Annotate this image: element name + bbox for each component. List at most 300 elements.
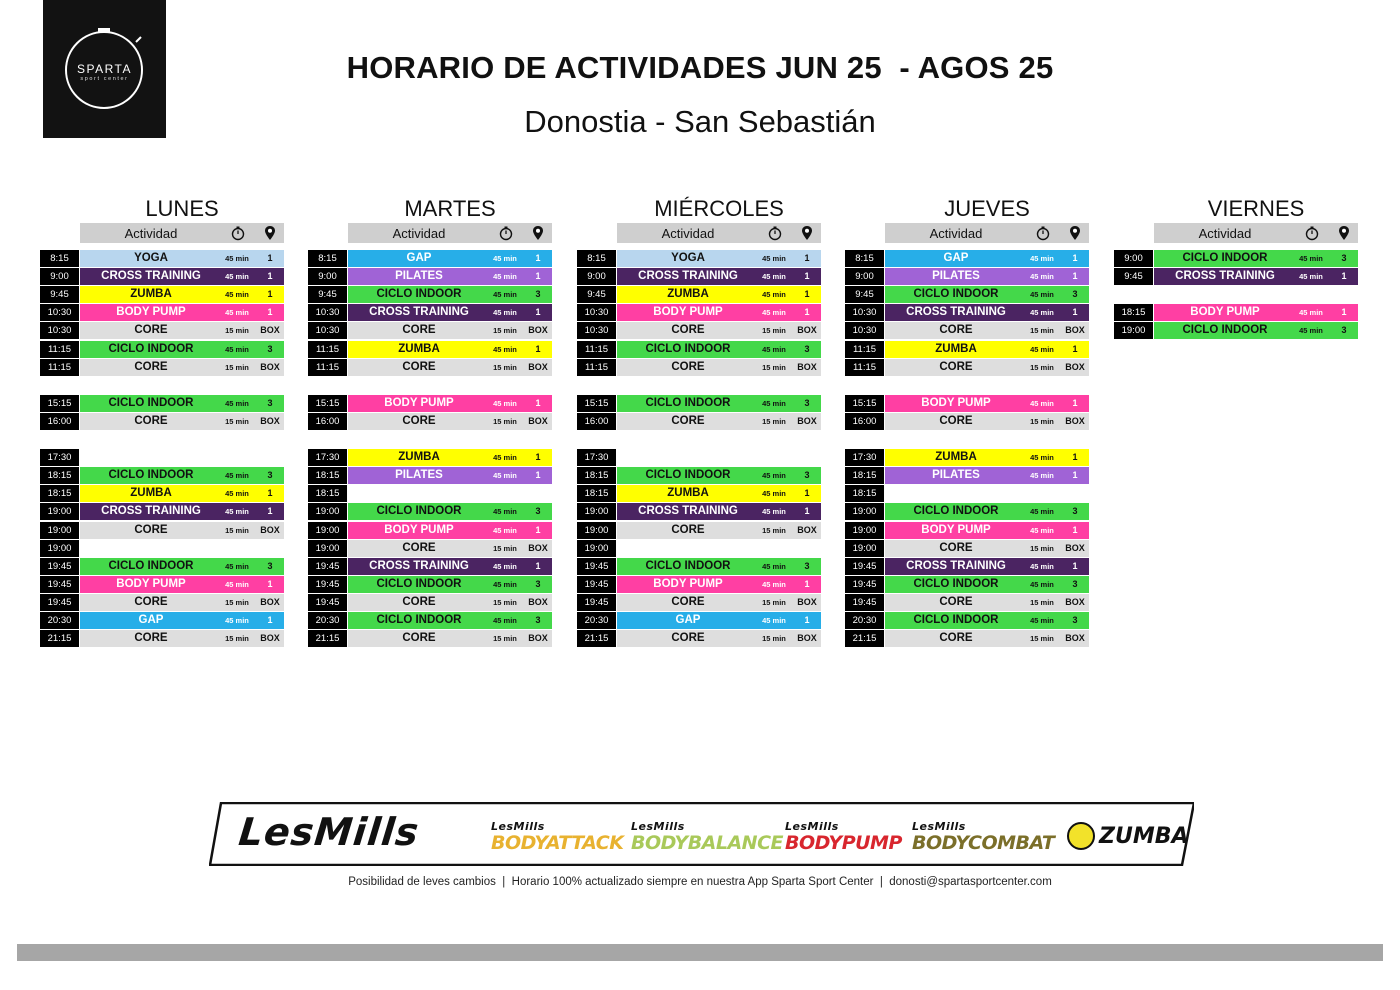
class-room: BOX bbox=[797, 524, 817, 535]
schedule-row bbox=[577, 268, 821, 285]
class-time: 16:00 bbox=[845, 413, 884, 430]
class-duration: 45 min bbox=[225, 471, 249, 481]
class-bar bbox=[80, 612, 284, 629]
class-bar bbox=[885, 503, 1089, 520]
class-room: 3 bbox=[1072, 615, 1078, 625]
class-time: 9:00 bbox=[1114, 250, 1153, 267]
class-name: CICLO INDOOR bbox=[645, 342, 731, 355]
class-bar bbox=[80, 558, 284, 575]
class-bar bbox=[1154, 250, 1358, 267]
class-bar bbox=[348, 576, 552, 593]
schedule-row bbox=[308, 558, 552, 575]
class-bar bbox=[80, 322, 284, 339]
schedule-row bbox=[308, 268, 552, 285]
class-name: CICLO INDOOR bbox=[376, 577, 462, 590]
class-duration: 45 min bbox=[762, 471, 786, 481]
class-time: 19:45 bbox=[577, 594, 616, 611]
schedule-row bbox=[577, 485, 821, 502]
class-room: 1 bbox=[535, 307, 541, 318]
class-time: 9:45 bbox=[577, 286, 616, 303]
class-duration: 45 min bbox=[493, 344, 517, 354]
class-duration: 45 min bbox=[1030, 453, 1054, 463]
class-duration: 45 min bbox=[762, 616, 786, 625]
class-name: CROSS TRAINING bbox=[369, 559, 469, 572]
schedule-row bbox=[1114, 322, 1358, 339]
class-room: 3 bbox=[804, 397, 810, 408]
class-name: CORE bbox=[939, 632, 973, 645]
class-room: 1 bbox=[1072, 560, 1078, 571]
class-room: 1 bbox=[804, 271, 810, 282]
class-name: CICLO INDOOR bbox=[108, 469, 194, 482]
class-name: CORE bbox=[671, 360, 705, 373]
schedule-row bbox=[845, 503, 1089, 520]
class-bar bbox=[80, 286, 284, 303]
class-room: 1 bbox=[1072, 452, 1078, 463]
schedule-row bbox=[845, 522, 1089, 539]
schedule-row bbox=[577, 250, 821, 267]
class-time: 19:00 bbox=[845, 540, 884, 557]
class-name: CICLO INDOOR bbox=[108, 396, 194, 409]
class-name: BODY PUMP bbox=[116, 577, 186, 590]
stopwatch-icon bbox=[1035, 225, 1051, 244]
class-bar bbox=[885, 268, 1089, 285]
class-room: 1 bbox=[804, 307, 810, 318]
class-bar bbox=[348, 449, 552, 466]
class-time: 19:00 bbox=[577, 503, 616, 520]
footer-note: Posibilidad de leves cambios | Horario 100% actualizado siempre en nuestra App Sparta Sport Center | donosti@spartasportcenter.com bbox=[348, 876, 1052, 888]
class-room: 1 bbox=[267, 578, 273, 589]
program-logos-banner bbox=[209, 802, 1194, 866]
class-duration: 45 min bbox=[225, 579, 249, 589]
class-room: 1 bbox=[267, 289, 273, 300]
class-room: 1 bbox=[1072, 470, 1078, 481]
schedule-row bbox=[577, 522, 821, 539]
class-room: BOX bbox=[1065, 633, 1085, 644]
schedule-row bbox=[1114, 268, 1358, 285]
class-duration: 45 min bbox=[493, 561, 517, 571]
class-bar bbox=[348, 413, 552, 430]
class-duration: 45 min bbox=[762, 254, 786, 263]
schedule-row bbox=[308, 395, 552, 412]
class-bar bbox=[885, 341, 1089, 358]
class-name: ZUMBA bbox=[667, 288, 709, 301]
class-name: ZUMBA bbox=[130, 487, 172, 500]
schedule-row bbox=[845, 558, 1089, 575]
class-duration: 45 min bbox=[225, 489, 249, 499]
class-room: 1 bbox=[1072, 253, 1078, 263]
class-name: CICLO INDOOR bbox=[1182, 324, 1268, 337]
class-time: 16:00 bbox=[308, 413, 347, 430]
schedule-row bbox=[845, 449, 1089, 466]
class-time: 9:00 bbox=[577, 268, 616, 285]
activity-column-label: Actividad bbox=[1198, 226, 1252, 241]
table-header bbox=[617, 223, 821, 243]
class-room: BOX bbox=[797, 415, 817, 426]
class-time: 20:30 bbox=[308, 612, 347, 629]
class-room: BOX bbox=[260, 596, 280, 607]
class-duration: 45 min bbox=[493, 579, 517, 589]
class-name: PILATES bbox=[932, 469, 980, 482]
class-duration: 45 min bbox=[1299, 272, 1323, 282]
class-bar bbox=[80, 467, 284, 484]
page-title: HORARIO DE ACTIVIDADES JUN 25 - AGOS 25 bbox=[346, 50, 1054, 85]
bodypump-name: BODYPUMP bbox=[785, 832, 902, 854]
class-duration: 45 min bbox=[762, 579, 786, 589]
class-name: CROSS TRAINING bbox=[638, 505, 738, 518]
schedule-row bbox=[308, 359, 552, 376]
class-bar bbox=[1154, 268, 1358, 285]
schedule-row bbox=[577, 467, 821, 484]
class-duration: 45 min bbox=[493, 308, 517, 318]
class-duration: 45 min bbox=[493, 453, 517, 463]
class-time: 20:30 bbox=[845, 612, 884, 629]
class-time: 15:15 bbox=[577, 395, 616, 412]
class-name: CROSS TRAINING bbox=[906, 306, 1006, 319]
class-name: ZUMBA bbox=[398, 342, 440, 355]
class-time: 19:45 bbox=[845, 558, 884, 575]
class-bar bbox=[617, 395, 821, 412]
stopwatch-icon bbox=[498, 225, 514, 244]
class-bar bbox=[80, 522, 284, 539]
class-name: PILATES bbox=[932, 270, 980, 283]
class-name: CICLO INDOOR bbox=[913, 577, 999, 590]
class-time: 19:00 bbox=[40, 503, 79, 520]
class-duration: 45 min bbox=[225, 398, 249, 408]
schedule-row bbox=[845, 304, 1089, 321]
class-time: 19:45 bbox=[577, 576, 616, 593]
class-duration: 45 min bbox=[1030, 579, 1054, 589]
schedule-row bbox=[308, 467, 552, 484]
class-duration: 15 min bbox=[493, 362, 517, 372]
class-duration: 15 min bbox=[762, 634, 786, 644]
class-duration: 15 min bbox=[762, 326, 786, 336]
class-time: 19:00 bbox=[845, 503, 884, 520]
schedule-row bbox=[40, 540, 284, 557]
schedule-row bbox=[845, 594, 1089, 611]
class-time: 19:00 bbox=[1114, 322, 1153, 339]
class-duration: 15 min bbox=[225, 326, 249, 336]
class-room: 3 bbox=[535, 289, 541, 300]
class-bar bbox=[617, 322, 821, 339]
class-bar bbox=[348, 594, 552, 611]
schedule-row bbox=[40, 576, 284, 593]
class-bar bbox=[80, 268, 284, 285]
class-duration: 45 min bbox=[1030, 344, 1054, 354]
schedule-row bbox=[845, 413, 1089, 430]
class-duration: 15 min bbox=[493, 326, 517, 336]
class-bar bbox=[885, 395, 1089, 412]
class-time: 19:45 bbox=[845, 594, 884, 611]
class-duration: 45 min bbox=[1030, 290, 1054, 300]
class-duration: 15 min bbox=[1030, 326, 1054, 336]
class-name: CORE bbox=[402, 595, 436, 608]
schedule-row bbox=[40, 612, 284, 629]
class-time: 9:45 bbox=[845, 286, 884, 303]
class-bar bbox=[348, 612, 552, 629]
class-bar bbox=[617, 413, 821, 430]
class-time: 11:15 bbox=[845, 359, 884, 376]
class-name: CORE bbox=[939, 414, 973, 427]
class-duration: 45 min bbox=[225, 561, 249, 571]
class-duration: 15 min bbox=[225, 634, 249, 644]
class-room: 3 bbox=[804, 470, 810, 481]
class-bar bbox=[348, 395, 552, 412]
class-time: 20:30 bbox=[577, 612, 616, 629]
location-pin-icon bbox=[1338, 225, 1350, 244]
schedule-row bbox=[40, 594, 284, 611]
class-room: BOX bbox=[1065, 415, 1085, 426]
class-room: BOX bbox=[797, 361, 817, 372]
class-name: CORE bbox=[671, 595, 705, 608]
class-bar bbox=[348, 359, 552, 376]
class-time: 18:15 bbox=[308, 485, 347, 502]
class-duration: 45 min bbox=[762, 507, 786, 517]
class-name: CICLO INDOOR bbox=[913, 288, 999, 301]
class-room: BOX bbox=[797, 325, 817, 336]
class-duration: 45 min bbox=[493, 616, 517, 625]
schedule-row bbox=[577, 322, 821, 339]
class-duration: 45 min bbox=[1299, 308, 1323, 318]
table-header bbox=[80, 223, 284, 243]
schedule-row bbox=[308, 485, 552, 502]
location-pin-icon bbox=[532, 225, 544, 244]
class-time: 15:15 bbox=[845, 395, 884, 412]
class-duration: 45 min bbox=[1030, 254, 1054, 263]
table-header bbox=[1154, 223, 1358, 243]
class-room: 1 bbox=[1072, 307, 1078, 318]
class-room: BOX bbox=[260, 524, 280, 535]
class-duration: 15 min bbox=[1030, 362, 1054, 372]
class-bar bbox=[80, 503, 284, 520]
class-duration: 45 min bbox=[225, 290, 249, 300]
schedule-row bbox=[308, 540, 552, 557]
class-room: BOX bbox=[528, 325, 548, 336]
class-bar bbox=[80, 359, 284, 376]
class-name: CORE bbox=[402, 414, 436, 427]
table-header bbox=[885, 223, 1089, 243]
class-duration: 45 min bbox=[1030, 471, 1054, 481]
class-room: 3 bbox=[804, 343, 810, 354]
schedule-row bbox=[40, 449, 284, 466]
class-time: 19:45 bbox=[308, 576, 347, 593]
class-duration: 15 min bbox=[225, 597, 249, 607]
schedule-row bbox=[845, 286, 1089, 303]
class-time: 19:00 bbox=[308, 522, 347, 539]
class-bar bbox=[348, 304, 552, 321]
class-room: 3 bbox=[267, 470, 273, 481]
class-time: 18:15 bbox=[40, 467, 79, 484]
schedule-row bbox=[1114, 304, 1358, 321]
class-bar bbox=[885, 467, 1089, 484]
activity-column-label: Actividad bbox=[124, 226, 178, 241]
class-name: CICLO INDOOR bbox=[108, 559, 194, 572]
class-duration: 15 min bbox=[493, 416, 517, 426]
class-bar bbox=[348, 558, 552, 575]
class-room: BOX bbox=[260, 415, 280, 426]
class-time: 21:15 bbox=[40, 630, 79, 647]
class-name: CICLO INDOOR bbox=[376, 614, 462, 626]
class-name: CORE bbox=[134, 632, 168, 645]
schedule-row bbox=[577, 558, 821, 575]
class-bar bbox=[617, 503, 821, 520]
class-room: 1 bbox=[1072, 397, 1078, 408]
class-bar bbox=[348, 467, 552, 484]
class-room: 3 bbox=[1072, 289, 1078, 300]
class-time: 10:30 bbox=[845, 304, 884, 321]
class-name: BODY PUMP bbox=[384, 396, 454, 409]
class-time: 19:45 bbox=[577, 558, 616, 575]
class-time: 19:00 bbox=[40, 540, 79, 557]
schedule-row bbox=[577, 612, 821, 629]
class-room: 1 bbox=[535, 452, 541, 463]
class-name: CICLO INDOOR bbox=[645, 559, 731, 572]
class-time: 19:00 bbox=[577, 540, 616, 557]
schedule-row bbox=[40, 341, 284, 358]
schedule-row bbox=[308, 522, 552, 539]
class-name: YOGA bbox=[134, 252, 168, 264]
class-time: 10:30 bbox=[308, 322, 347, 339]
class-name: ZUMBA bbox=[935, 342, 977, 355]
schedule-row bbox=[308, 304, 552, 321]
class-bar bbox=[1154, 304, 1358, 321]
class-duration: 45 min bbox=[1030, 398, 1054, 408]
class-time: 17:30 bbox=[845, 449, 884, 466]
class-name: CORE bbox=[939, 360, 973, 373]
class-room: 1 bbox=[804, 253, 810, 263]
class-duration: 45 min bbox=[1030, 272, 1054, 282]
class-room: 1 bbox=[804, 615, 810, 625]
class-room: 1 bbox=[804, 578, 810, 589]
class-name: CICLO INDOOR bbox=[913, 505, 999, 518]
class-duration: 45 min bbox=[493, 272, 517, 282]
class-room: 1 bbox=[535, 397, 541, 408]
class-name: CORE bbox=[939, 595, 973, 608]
class-duration: 45 min bbox=[762, 489, 786, 499]
class-name: CROSS TRAINING bbox=[101, 270, 201, 283]
class-bar bbox=[617, 268, 821, 285]
class-time: 18:15 bbox=[577, 485, 616, 502]
class-name: CORE bbox=[671, 523, 705, 536]
class-bar bbox=[348, 286, 552, 303]
class-time: 15:15 bbox=[308, 395, 347, 412]
schedule-row bbox=[577, 395, 821, 412]
class-room: 1 bbox=[804, 289, 810, 300]
class-time: 19:45 bbox=[40, 558, 79, 575]
class-duration: 15 min bbox=[493, 597, 517, 607]
class-name: CORE bbox=[939, 324, 973, 337]
class-duration: 45 min bbox=[1030, 308, 1054, 318]
class-time: 9:45 bbox=[308, 286, 347, 303]
class-bar bbox=[885, 250, 1089, 267]
class-duration: 45 min bbox=[1299, 326, 1323, 336]
schedule-row bbox=[845, 322, 1089, 339]
schedule-row bbox=[845, 612, 1089, 629]
zumba-icon bbox=[1067, 822, 1095, 850]
class-bar bbox=[617, 304, 821, 321]
day-name: MIÉRCOLES bbox=[654, 196, 784, 221]
schedule-row bbox=[40, 268, 284, 285]
schedule-row bbox=[577, 594, 821, 611]
class-bar bbox=[617, 485, 821, 502]
location-pin-icon bbox=[801, 225, 813, 244]
schedule-row bbox=[308, 503, 552, 520]
class-time: 10:30 bbox=[845, 322, 884, 339]
schedule-row bbox=[40, 304, 284, 321]
class-name: CICLO INDOOR bbox=[645, 469, 731, 482]
class-time: 19:00 bbox=[577, 522, 616, 539]
class-time: 16:00 bbox=[40, 413, 79, 430]
class-bar bbox=[617, 341, 821, 358]
class-time: 8:15 bbox=[845, 250, 884, 267]
class-time: 11:15 bbox=[577, 341, 616, 358]
class-time: 19:45 bbox=[40, 594, 79, 611]
class-time: 21:15 bbox=[577, 630, 616, 647]
class-name: ZUMBA bbox=[398, 451, 440, 464]
class-bar bbox=[885, 322, 1089, 339]
class-bar bbox=[885, 449, 1089, 466]
class-room: 3 bbox=[267, 343, 273, 354]
schedule-row bbox=[845, 485, 1089, 502]
class-room: BOX bbox=[797, 596, 817, 607]
class-time: 11:15 bbox=[308, 341, 347, 358]
day-name: VIERNES bbox=[1207, 196, 1305, 221]
class-bar bbox=[80, 341, 284, 358]
class-time: 18:15 bbox=[1114, 304, 1153, 321]
class-room: BOX bbox=[260, 633, 280, 644]
class-time: 8:15 bbox=[40, 250, 79, 267]
zumba-logo bbox=[1067, 822, 1189, 850]
day-name: LUNES bbox=[145, 196, 219, 221]
class-room: 3 bbox=[535, 506, 541, 517]
class-name: CICLO INDOOR bbox=[376, 505, 462, 518]
day-name: MARTES bbox=[404, 196, 496, 221]
class-room: BOX bbox=[1065, 361, 1085, 372]
class-duration: 45 min bbox=[762, 344, 786, 354]
class-room: 1 bbox=[535, 271, 541, 282]
class-time: 9:00 bbox=[308, 268, 347, 285]
class-room: 1 bbox=[267, 615, 273, 625]
class-room: BOX bbox=[797, 633, 817, 644]
class-name: CORE bbox=[134, 360, 168, 373]
class-name: CORE bbox=[671, 324, 705, 337]
class-name: CROSS TRAINING bbox=[369, 306, 469, 319]
class-name: CORE bbox=[939, 541, 973, 554]
class-bar bbox=[348, 341, 552, 358]
schedule-row bbox=[1114, 250, 1358, 267]
class-time: 18:15 bbox=[308, 467, 347, 484]
schedule-row bbox=[40, 359, 284, 376]
schedule-row bbox=[845, 268, 1089, 285]
class-name: CICLO INDOOR bbox=[645, 396, 731, 409]
class-bar bbox=[885, 359, 1089, 376]
class-time: 10:30 bbox=[577, 304, 616, 321]
class-time: 19:00 bbox=[40, 522, 79, 539]
schedule-row bbox=[845, 540, 1089, 557]
class-name: CROSS TRAINING bbox=[638, 270, 738, 283]
class-duration: 15 min bbox=[225, 362, 249, 372]
class-name: BODY PUMP bbox=[653, 306, 723, 319]
schedule-row bbox=[40, 630, 284, 647]
class-room: BOX bbox=[1065, 325, 1085, 336]
schedule-row bbox=[308, 413, 552, 430]
bodycombat-name: BODYCOMBAT bbox=[912, 832, 1055, 854]
schedule-row bbox=[577, 341, 821, 358]
class-bar bbox=[348, 503, 552, 520]
bodypump-logo bbox=[785, 820, 902, 854]
class-bar bbox=[617, 630, 821, 647]
schedule-row bbox=[40, 467, 284, 484]
class-name: CORE bbox=[402, 360, 436, 373]
